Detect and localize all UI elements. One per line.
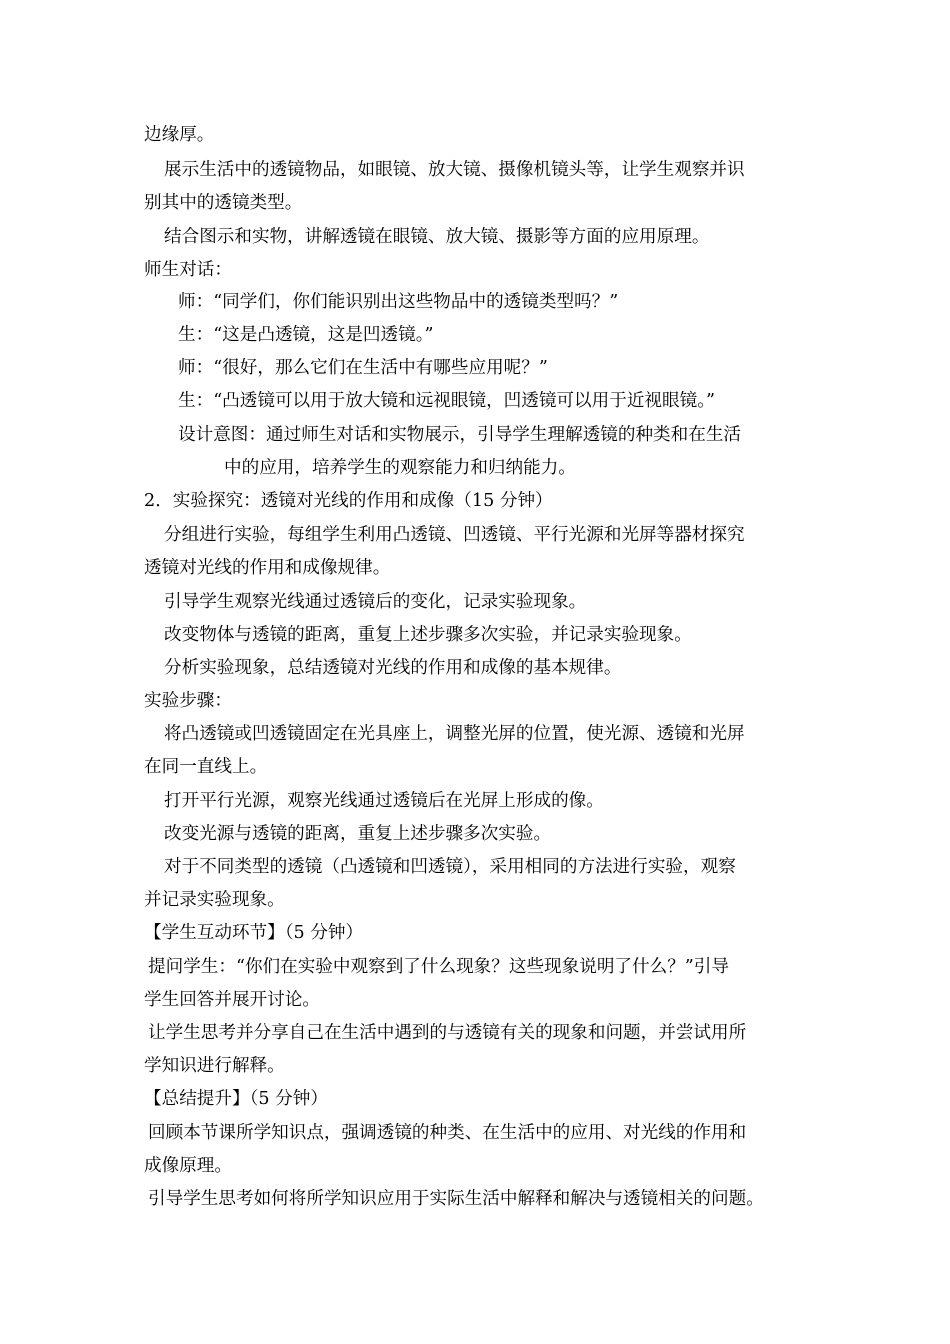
text-line: 展示生活中的透镜物品，如眼镜、放大镜、摄像机镜头等，让学生观察并识	[164, 160, 745, 180]
text-line: 实验步骤：	[144, 691, 232, 711]
text-line: 打开平行光源，观察光线通过透镜后在光屏上形成的像。	[164, 791, 604, 811]
dialogue-line: 生：“这是凸透镜，这是凹透镜。”	[178, 325, 434, 345]
design-intent-line: 中的应用，培养学生的观察能力和归纳能力。	[224, 458, 576, 478]
text-line: 回顾本节课所学知识点，强调透镜的种类、在生活中的应用、对光线的作用和	[148, 1123, 747, 1143]
text-line: 引导学生思考如何将所学知识应用于实际生活中解释和解决与透镜相关的问题。	[148, 1189, 764, 1209]
text-line: 对于不同类型的透镜（凸透镜和凹透镜），采用相同的方法进行实验，观察	[164, 857, 736, 877]
text-line: 成像原理。	[144, 1156, 232, 1176]
text-line: 改变光源与透镜的距离，重复上述步骤多次实验。	[164, 824, 552, 844]
dialogue-line: 师：“很好，那么它们在生活中有哪些应用呢？”	[178, 358, 548, 378]
text-line: 结合图示和实物，讲解透镜在眼镜、放大镜、摄影等方面的应用原理。	[164, 227, 710, 247]
text-line: 别其中的透镜类型。	[144, 193, 303, 213]
text-line: 让学生思考并分享自己在生活中遇到的与透镜有关的现象和问题，并尝试用所	[148, 1023, 747, 1043]
text-line: 提问学生：“你们在实验中观察到了什么现象？这些现象说明了什么？”引导	[148, 957, 729, 977]
text-line: 分组进行实验，每组学生利用凸透镜、凹透镜、平行光源和光屏等器材探究	[164, 525, 745, 545]
text-line: 分析实验现象，总结透镜对光线的作用和成像的基本规律。	[164, 658, 622, 678]
text-line: 学知识进行解释。	[144, 1056, 285, 1076]
text-line: 在同一直线上。	[144, 757, 268, 777]
section-heading: 2．实验探究：透镜对光线的作用和成像（15 分钟）	[144, 491, 553, 511]
text-line: 引导学生观察光线通过透镜后的变化，记录实验现象。	[164, 592, 587, 612]
text-line: 学生回答并展开讨论。	[144, 990, 320, 1010]
dialogue-line: 师：“同学们，你们能识别出这些物品中的透镜类型吗？”	[178, 292, 619, 312]
section-heading: 【总结提升】（5 分钟）	[144, 1089, 328, 1109]
text-line: 并记录实验现象。	[144, 890, 285, 910]
section-heading: 【学生互动环节】（5 分钟）	[144, 923, 364, 943]
text-line: 将凸透镜或凹透镜固定在光具座上，调整光屏的位置，使光源、透镜和光屏	[164, 724, 745, 744]
design-intent-line: 设计意图：通过师生对话和实物展示，引导学生理解透镜的种类和在生活	[178, 425, 742, 445]
text-line: 透镜对光线的作用和成像规律。	[144, 558, 391, 578]
text-line: 师生对话：	[144, 260, 232, 280]
text-line: 边缘厚。	[144, 125, 215, 145]
dialogue-line: 生：“凸透镜可以用于放大镜和远视眼镜，凹透镜可以用于近视眼镜。”	[178, 391, 716, 411]
text-line: 改变物体与透镜的距离，重复上述步骤多次实验，并记录实验现象。	[164, 625, 692, 645]
